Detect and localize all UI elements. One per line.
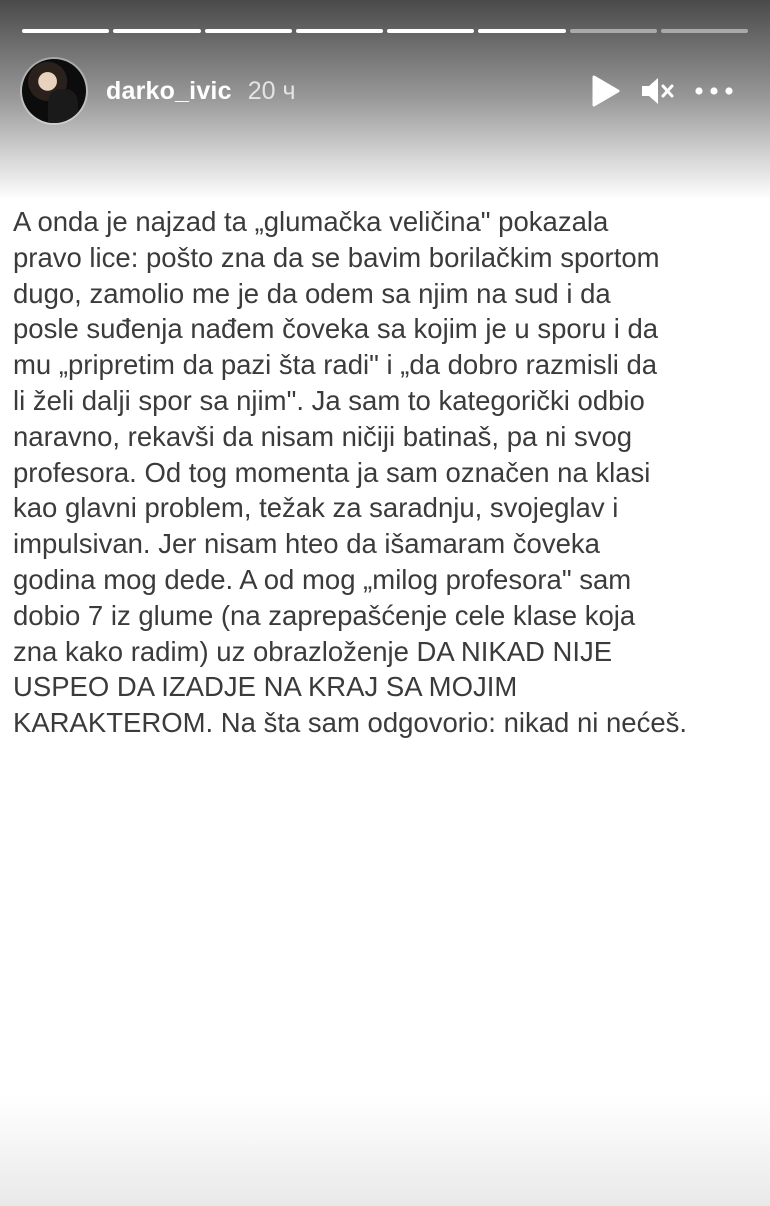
text-line: godina mog dede. A od mog „milog profesora" sam — [13, 563, 632, 595]
text-line: dugo, zamolio me je da odem sa njim na sud i da — [13, 277, 611, 309]
progress-segment — [296, 29, 383, 33]
progress-segment — [661, 29, 748, 33]
text-line: li želi dalji spor sa njim". Ja sam to kategorički odbio — [13, 384, 645, 416]
story-header — [22, 58, 748, 124]
text-line: zna kako radim) uz obrazloženje DA NIKAD NIJE — [13, 635, 613, 667]
progress-segment — [22, 29, 109, 33]
text-line: posle suđenja nađem čoveka sa kojim je u sporu i da — [13, 313, 659, 345]
post-time: 20 ч — [247, 76, 296, 105]
text-line: mu „pripretim da pazi šta radi" i „da dobro razmisli da — [13, 349, 658, 381]
progress-segment — [570, 29, 657, 33]
text-line: profesora. Od tog momenta ja sam označen na klasi — [13, 456, 651, 488]
text-line: dobio 7 iz glume (na zaprepašćenje cele klase koja — [13, 599, 636, 631]
text-line: kao glavni problem, težak za saradnju, svojeglav i — [13, 492, 619, 524]
play-icon — [590, 75, 620, 107]
more-options-button[interactable] — [694, 86, 734, 96]
story-progress-bar — [22, 29, 748, 33]
avatar[interactable] — [22, 59, 86, 123]
story-controls — [590, 75, 734, 107]
play-button[interactable] — [590, 75, 620, 107]
bottom-gradient — [0, 1096, 770, 1206]
muted-speaker-icon — [640, 75, 674, 107]
text-line: naravno, rekavši da nisam ničiji batinaš, pa ni svog — [13, 420, 633, 452]
text-line: impulsivan. Jer nisam hteo da išamaram čoveka — [13, 528, 600, 560]
progress-segment — [113, 29, 200, 33]
text-line: A onda je najzad ta „glumačka veličina" pokazala — [13, 206, 609, 237]
text-line: USPEO DA IZADJE NA KRAJ SA MOJIM — [13, 671, 518, 703]
progress-segment — [387, 29, 474, 33]
username[interactable]: darko_ivic — [106, 76, 232, 105]
story-text — [13, 204, 763, 741]
more-options-icon — [694, 86, 734, 96]
progress-segment — [478, 29, 565, 33]
mute-button[interactable] — [640, 75, 674, 107]
text-line: pravo lice: pošto zna da se bavim borilačkim sportom — [13, 241, 660, 273]
text-line: KARAKTEROM. Na šta sam odgovorio: nikad ni nećeš. — [13, 707, 688, 739]
progress-segment — [205, 29, 292, 33]
